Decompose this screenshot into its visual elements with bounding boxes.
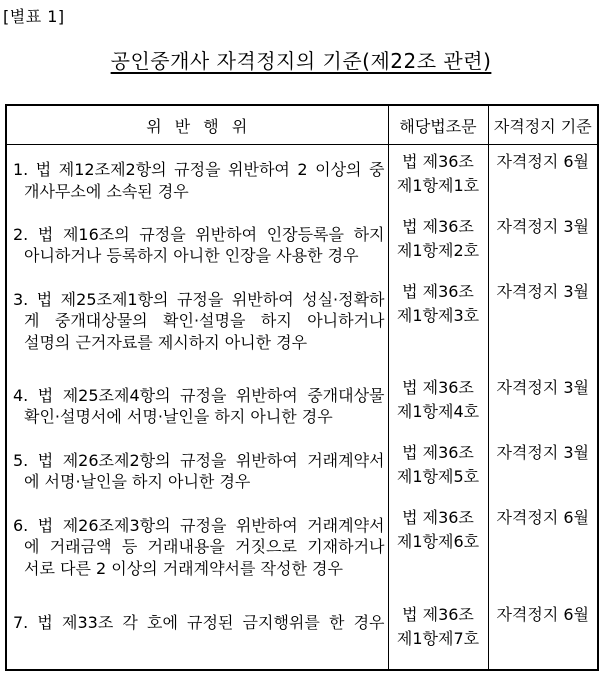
penalty-standards-table (5, 104, 599, 671)
violation-line: 1. 법 제12조제2항의 규정을 위반하여 2 이상의 중 (13, 160, 385, 179)
law-clause-line: 법 제36조 (402, 281, 474, 301)
suspension-standard-cell: 자격정지 6월 (488, 145, 598, 210)
violation-cell (6, 598, 388, 670)
law-clause-line: 제1항제3호 (396, 305, 480, 325)
violation-cell (6, 275, 388, 371)
table-row (6, 501, 598, 598)
violation-line: 7. 법 제33조 각 호에 규정된 금지행위를 한 경우 (13, 612, 385, 632)
violation-cell (6, 145, 388, 210)
law-clause-cell (388, 210, 488, 275)
table-header-row (6, 105, 598, 145)
table-row (6, 210, 598, 275)
law-clause-line: 제1항제6호 (396, 531, 480, 551)
violation-line: 3. 법 제25조제1항의 규정을 위반하여 성실·정확하 (13, 289, 385, 309)
law-clause-cell (388, 436, 488, 501)
col-header-law-clause: 해당법조문 (388, 105, 488, 145)
suspension-standard-cell: 자격정지 3월 (488, 275, 598, 371)
law-clause-line: 법 제36조 (402, 216, 474, 236)
violation-line: 2. 법 제16조의 규정을 위반하여 인장등록을 하지 (13, 224, 385, 244)
law-clause-cell (388, 371, 488, 436)
col-header-suspension-standard: 자격정지 기준 (488, 105, 598, 145)
suspension-standard-cell: 자격정지 6월 (488, 501, 598, 598)
violation-line: 5. 법 제26조제2항의 규정을 위반하여 거래계약서 (13, 450, 385, 470)
violation-cell (6, 436, 388, 501)
table-row (6, 598, 598, 670)
law-clause-line: 법 제36조 (402, 152, 474, 171)
table-row (6, 436, 598, 501)
law-clause-line: 제1항제7호 (396, 628, 480, 648)
law-clause-cell (388, 145, 488, 210)
violation-line: 4. 법 제25조제4항의 규정을 위반하여 중개대상물 (13, 385, 385, 405)
law-clause-line: 제1항제5호 (396, 466, 480, 486)
violation-cell (6, 501, 388, 598)
suspension-standard-cell: 자격정지 3월 (488, 210, 598, 275)
annex-label: [별표 1] (3, 7, 65, 26)
suspension-standard-cell: 자격정지 3월 (488, 436, 598, 501)
law-clause-line: 법 제36조 (402, 604, 474, 624)
law-clause-line: 법 제36조 (402, 507, 474, 527)
suspension-standard-cell: 자격정지 3월 (488, 371, 598, 436)
law-clause-line: 제1항제1호 (396, 176, 480, 195)
law-clause-line: 제1항제2호 (396, 240, 480, 260)
col-header-violation: 위 반 행 위 (6, 105, 388, 145)
law-clause-line: 법 제36조 (402, 377, 474, 397)
violation-line: 게 중개대상물의 확인·설명을 하지 아니하거나 (24, 311, 385, 330)
law-clause-cell (388, 501, 488, 598)
violation-line: 개사무소에 소속된 경우 (24, 181, 189, 201)
table-row (6, 275, 598, 371)
table-row (6, 371, 598, 436)
violation-line: 에 거래금액 등 거래내용을 거짓으로 기재하거나 (24, 537, 385, 556)
law-clause-line: 법 제36조 (402, 442, 474, 462)
law-clause-cell (388, 598, 488, 670)
violation-cell (6, 210, 388, 275)
page-title: 공인중개사 자격정지의 기준(제22조 관련) (110, 49, 492, 73)
suspension-standard-cell: 자격정지 6월 (488, 598, 598, 670)
violation-line: 6. 법 제26조제3항의 규정을 위반하여 거래계약서 (13, 515, 385, 535)
violation-line: 아니하거나 등록하지 아니한 인장을 사용한 경우 (24, 246, 359, 265)
violation-cell (6, 371, 388, 436)
law-clause-cell (388, 275, 488, 371)
violation-line: 에 서명·날인을 하지 아니한 경우 (24, 472, 251, 491)
violation-line: 설명의 근거자료를 제시하지 아니한 경우 (24, 332, 308, 352)
table-row (6, 145, 598, 210)
violation-line: 확인·설명서에 서명·날인을 하지 아니한 경우 (24, 407, 333, 426)
law-clause-line: 제1항제4호 (396, 401, 480, 421)
violation-line: 서로 다른 2 이상의 거래계약서를 작성한 경우 (24, 558, 343, 578)
